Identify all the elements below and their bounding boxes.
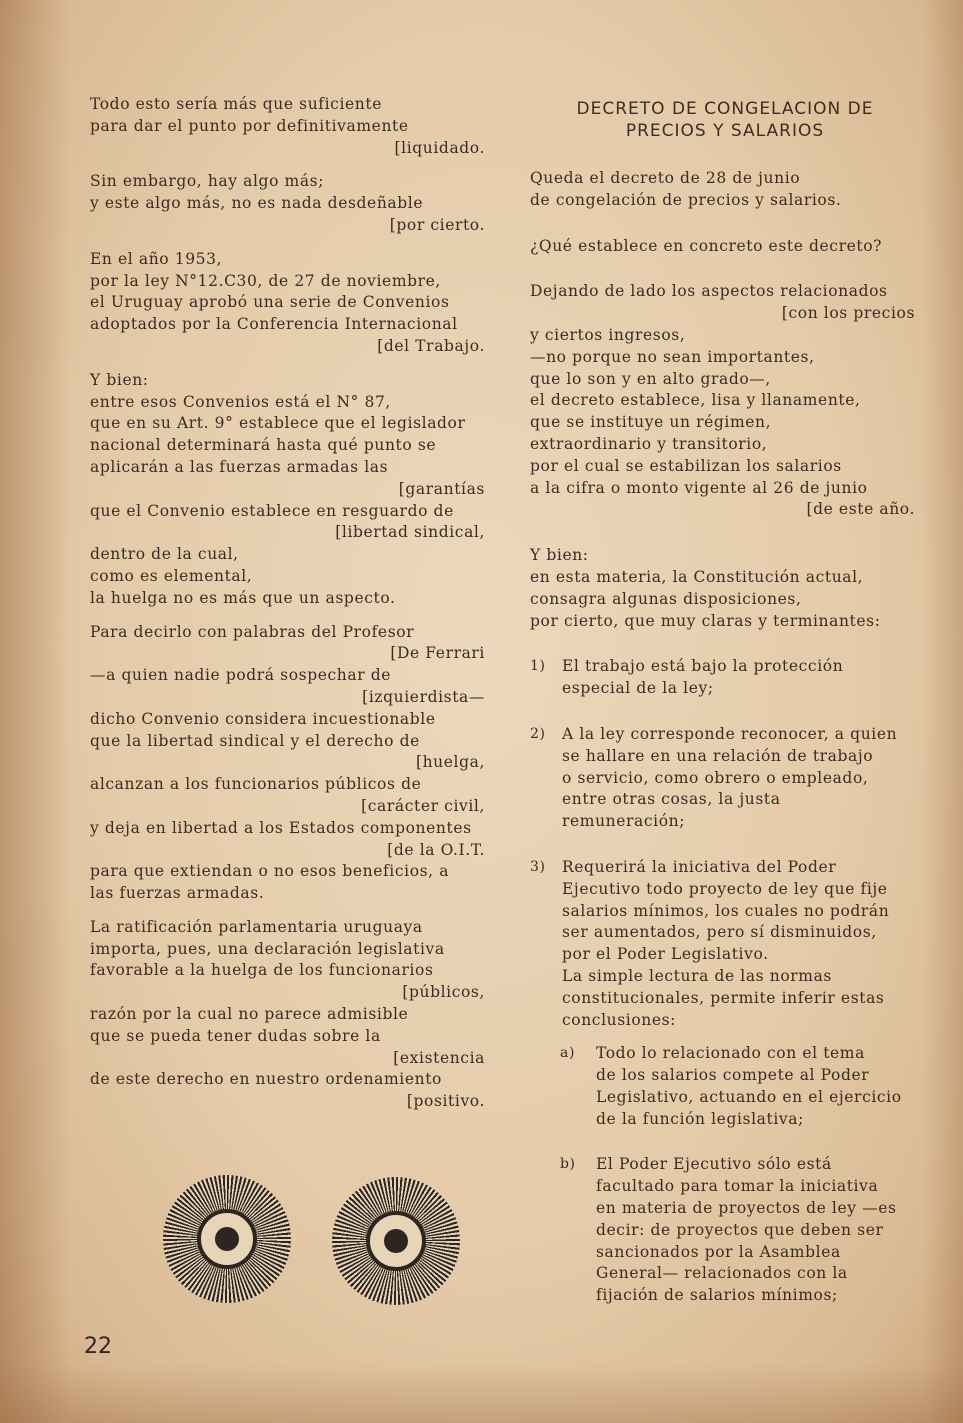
text-line: Queda el decreto de 28 de junio [530, 169, 801, 187]
page-edge-shadow-bottom [0, 1363, 963, 1423]
text-line: El Poder Ejecutivo sólo está [596, 1155, 832, 1174]
text-line: Requerirá la iniciativa del Poder [562, 857, 837, 876]
text-line: [libertad sindical, [335, 523, 485, 542]
text-line: [de la O.I.T. [387, 840, 485, 859]
text-line: que se pueda tener dudas sobre la [90, 1026, 381, 1045]
text-line: el decreto establece, lisa y llanamente, [530, 391, 861, 410]
page-edge-shadow-right [923, 0, 963, 1423]
text-line: [existencia [393, 1048, 485, 1067]
text-line: a la cifra o monto vigente al 26 de junio [530, 478, 868, 497]
text-line: y este algo más, no es nada desdeñable [90, 194, 424, 213]
text-line: [públicos, [402, 983, 485, 1002]
text-line: —no porque no sean importantes, [530, 347, 815, 366]
text-line: para que extiendan o no esos beneficios, a [90, 862, 450, 881]
text-line: [del Trabajo. [377, 336, 485, 355]
text-line: A la ley corresponde reconocer, a quien [562, 724, 898, 743]
item-number: 1) [530, 658, 546, 675]
text-line: constitucionales, permite inferir estas [562, 988, 885, 1007]
text-line: La ratificación parlamentaria uruguaya [90, 917, 423, 936]
text-line: Ejecutivo todo proyecto de ley que fije [562, 879, 888, 898]
lettered-item-a [530, 1043, 915, 1130]
text-line: de congelación de precios y salarios. [530, 190, 842, 209]
text-line: En el año 1953, [90, 249, 223, 268]
numbered-item-3 [530, 857, 915, 1031]
text-line: [positivo. [406, 1092, 485, 1111]
text-line: entre otras cosas, la justa [562, 790, 781, 809]
text-line: por el cual se estabilizan los salarios [530, 456, 842, 475]
text-line: o servicio, como obrero o empleado, [562, 768, 869, 787]
text-line: [de este año. [806, 500, 915, 519]
text-line: fijación de salarios mínimos; [596, 1286, 838, 1305]
text-line: de los salarios compete al Poder [596, 1066, 870, 1085]
text-line: dentro de la cual, [90, 545, 239, 564]
decorative-seal-icon [163, 1175, 291, 1303]
text-line: que lo son y en alto grado—, [530, 369, 771, 388]
numbered-item-1 [530, 656, 915, 700]
text-line: remuneración; [562, 812, 686, 831]
page-edge-shadow-left [0, 0, 70, 1423]
text-line: favorable a la huelga de los funcionarios [90, 961, 434, 980]
right-text-column [530, 168, 915, 1307]
text-line: conclusiones: [562, 1010, 676, 1029]
text-line: dicho Convenio considera incuestionable [90, 709, 436, 728]
heading-line: DECRETO DE CONGELACION DE [576, 99, 874, 119]
page-number: 22 [84, 1334, 112, 1359]
text-line: decir: de proyectos que deben ser [596, 1220, 884, 1239]
text-line: sancionados por la Asamblea [596, 1242, 841, 1261]
text-line: El trabajo está bajo la protección [562, 657, 844, 676]
text-line: adoptados por la Conferencia Internacional [90, 315, 458, 334]
text-line: alcanzan a los funcionarios públicos de [90, 775, 422, 794]
text-line: [De Ferrari [390, 644, 485, 663]
text-line: General— relacionados con la [596, 1264, 848, 1283]
text-line: [izquierdista— [362, 687, 485, 706]
text-line: Para decirlo con palabras del Profesor [90, 622, 415, 641]
lettered-item-b [530, 1154, 915, 1307]
text-line: para dar el punto por definitivamente [90, 116, 409, 135]
text-line: Y bien: [90, 370, 149, 389]
text-line: las fuerzas armadas. [90, 884, 265, 903]
text-line: importa, pues, una declaración legislativa [90, 939, 445, 958]
text-line: [liquidado. [394, 138, 485, 157]
section-heading [560, 98, 890, 142]
text-line: en esta materia, la Constitución actual, [530, 567, 864, 586]
decorative-seal-icon [332, 1177, 460, 1305]
text-line: razón por la cual no parece admisible [90, 1005, 409, 1024]
text-line: y deja en libertad a los Estados componentes [90, 818, 472, 837]
text-line: [por cierto. [389, 215, 485, 234]
text-line: La simple lectura de las normas [562, 966, 832, 985]
text-line: ser aumentados, pero sí disminuidos, [562, 923, 877, 942]
text-line: ¿Qué establece en concreto este decreto? [530, 236, 883, 255]
text-line: de este derecho en nuestro ordenamiento [90, 1070, 442, 1089]
text-line: que la libertad sindical y el derecho de [90, 731, 420, 750]
text-line: Y bien: [530, 546, 589, 565]
text-line: especial de la ley; [562, 679, 714, 698]
item-number: 2) [530, 725, 546, 742]
text-line: [garantías [398, 479, 485, 498]
text-line: aplicarán a las fuerzas armadas las [90, 457, 389, 476]
item-letter: a) [560, 1045, 576, 1062]
text-line: Todo lo relacionado con el tema [596, 1044, 865, 1063]
text-line: el Uruguay aprobó una serie de Convenios [90, 293, 450, 312]
text-line: [carácter civil, [361, 796, 485, 815]
left-text-column [90, 94, 485, 1113]
text-line: por la ley N°12.C30, de 27 de noviembre, [90, 271, 441, 290]
text-line: que en su Art. 9° establece que el legislador [90, 414, 466, 433]
text-line: Legislativo, actuando en el ejercicio [596, 1087, 902, 1106]
text-line: salarios mínimos, los cuales no podrán [562, 901, 890, 920]
text-line: de la función legislativa; [596, 1109, 804, 1128]
text-line: y ciertos ingresos, [530, 325, 686, 344]
text-line: como es elemental, [90, 566, 253, 585]
text-line: Todo esto sería más que suficiente [90, 95, 382, 113]
text-line: [con los precios [781, 304, 915, 323]
text-line: por el Poder Legislativo. [562, 945, 769, 964]
item-number: 3) [530, 858, 546, 875]
text-line: —a quien nadie podrá sospechar de [90, 666, 392, 685]
heading-line: PRECIOS Y SALARIOS [625, 121, 825, 141]
text-line: facultado para tomar la iniciativa [596, 1177, 879, 1196]
text-line: la huelga no es más que un aspecto. [90, 588, 396, 607]
text-line: consagra algunas disposiciones, [530, 589, 802, 608]
numbered-item-2 [530, 724, 915, 833]
text-line: extraordinario y transitorio, [530, 434, 768, 453]
text-line: se hallare en una relación de trabajo [562, 746, 874, 765]
text-line: entre esos Convenios está el N° 87, [90, 392, 391, 411]
text-line: en materia de proyectos de ley —es [596, 1199, 897, 1218]
text-line: que se instituye un régimen, [530, 413, 772, 432]
text-line: que el Convenio establece en resguardo de [90, 501, 454, 520]
text-line: por cierto, que muy claras y terminantes: [530, 611, 881, 630]
text-line: [huelga, [415, 753, 485, 772]
item-letter: b) [560, 1156, 576, 1173]
text-line: Sin embargo, hay algo más; [90, 172, 325, 191]
text-line: nacional determinará hasta qué punto se [90, 436, 437, 455]
text-line: Dejando de lado los aspectos relacionados [530, 282, 888, 301]
